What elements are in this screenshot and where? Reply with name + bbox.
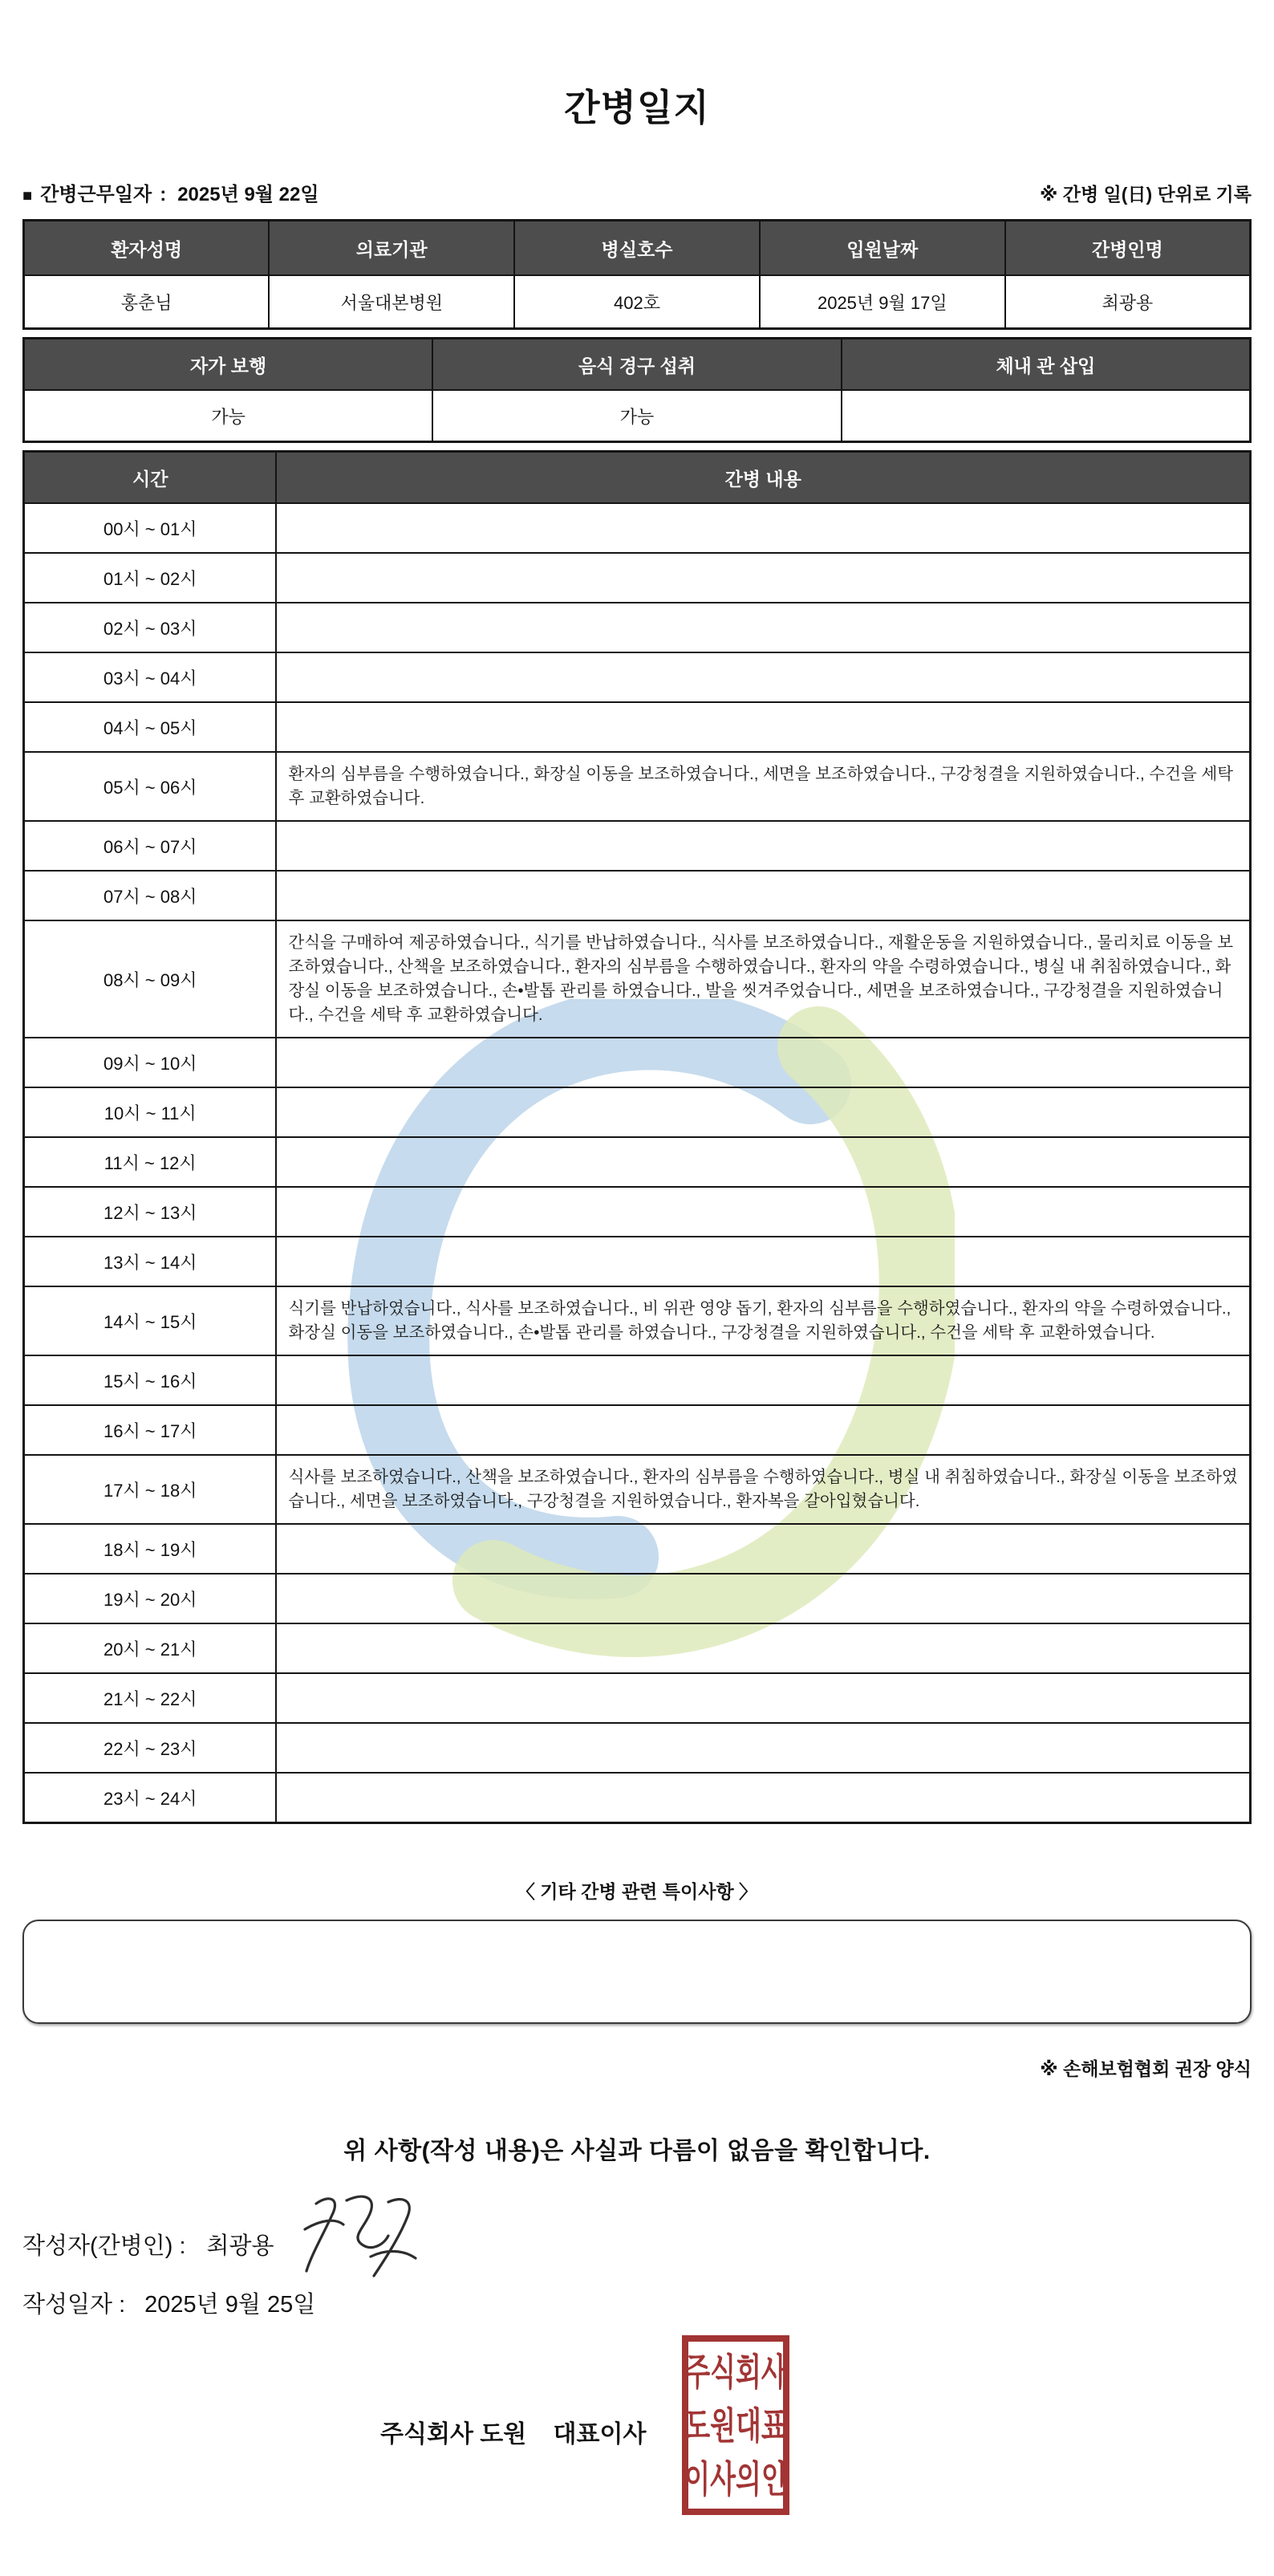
status-header-cell: 자가 보행 [24,339,433,391]
patient-info-value-row [24,275,1251,329]
time-cell: 06시 ~ 07시 [24,821,277,871]
care-content-cell [276,1524,1250,1574]
time-cell: 05시 ~ 06시 [24,752,277,821]
care-log-row [24,1673,1251,1723]
care-log-row [24,652,1251,702]
patient-status-header-row [24,339,1251,391]
care-content-cell: 간식을 구매하여 제공하였습니다., 식기를 반납하였습니다., 식사를 보조하였습니다., 재활운동을 지원하였습니다., 물리치료 이동을 보조하였습니다., 산책을 보조하였습니다., 환자의 심부름을 수행하였습니다., 환자의 약을 수령하였습니다., 병실 내 취침하였습니다., 화장실 이동을 보조하였습니다., 손•발톱 관리를 하였습니다., 발을 씻겨주었습니다., 세면을 보조하였습니다., 구강청결을 지원하였습니다., 수건을 세탁 후 교환하였습니다. [276,920,1250,1038]
square-bullet-icon: ■ [22,187,33,205]
work-date-label: 간병근무일자 [40,184,152,205]
care-content-cell [276,1237,1250,1286]
form-note: ※ 손해보험협회 권장 양식 [1040,2058,1252,2079]
info-value-cell: 402호 [514,275,760,329]
time-cell: 15시 ~ 16시 [24,1355,277,1405]
time-cell: 20시 ~ 21시 [24,1623,277,1673]
care-content-cell [276,1355,1250,1405]
care-log-row [24,1087,1251,1137]
company-line: 주식회사 도원 대표이사 [380,2421,647,2448]
care-content-cell: 환자의 심부름을 수행하였습니다., 화장실 이동을 보조하였습니다., 세면을 보조하였습니다., 구강청결을 지원하였습니다., 수건을 세탁 후 교환하였습니다. [276,752,1250,821]
time-cell: 21시 ~ 22시 [24,1673,277,1723]
info-header-cell: 입원날짜 [760,221,1005,276]
care-log-row [24,1355,1251,1405]
care-content-cell [276,503,1250,553]
time-cell: 00시 ~ 01시 [24,503,277,553]
patient-status-value-row [24,390,1251,442]
care-log-row [24,603,1251,652]
time-cell: 23시 ~ 24시 [24,1773,277,1823]
care-log-row [24,752,1251,821]
written-date-value: 2025년 9월 25일 [144,2292,316,2318]
care-content-cell [276,1773,1250,1823]
company-block [22,2324,1252,2565]
time-cell: 10시 ~ 11시 [24,1087,277,1137]
time-cell: 17시 ~ 18시 [24,1455,277,1524]
time-cell: 07시 ~ 08시 [24,871,277,920]
info-header-cell: 환자성명 [24,221,270,276]
care-content-cell [276,1574,1250,1623]
care-content-cell [276,652,1250,702]
care-log-row [24,1623,1251,1673]
care-content-cell: 식기를 반납하였습니다., 식사를 보조하였습니다., 비 위관 영양 돕기, 환자의 심부름을 수행하였습니다., 환자의 약을 수령하였습니다., 화장실 이동을 보조하였습니다., 손•발톱 관리를 하였습니다., 구강청결을 지원하였습니다., 수건을 세탁 후 교환하였습니다. [276,1286,1250,1355]
stamp-line: 주식회사 [684,2350,787,2393]
care-content-cell [276,1038,1250,1087]
care-log-row [24,1524,1251,1574]
content-column-header: 간병 내용 [276,452,1250,504]
status-value-cell [842,390,1251,442]
care-log-row [24,871,1251,920]
patient-status-table [22,337,1252,443]
care-content-cell [276,603,1250,652]
status-value-cell: 가능 [432,390,842,442]
work-date-separator: : [160,184,167,205]
care-content-cell [276,1187,1250,1237]
patient-info-table [22,219,1252,330]
info-value-cell: 서울대본병원 [269,275,514,329]
care-log-row [24,1405,1251,1455]
info-value-cell: 최광용 [1005,275,1251,329]
status-header-cell: 음식 경구 섭취 [432,339,842,391]
company-seal-stamp [682,2335,789,2515]
care-log-row [24,1286,1251,1355]
written-date-label: 작성일자 : [22,2292,126,2318]
handwritten-signature [294,2188,426,2290]
writer-line [22,2225,1252,2262]
time-cell: 02시 ~ 03시 [24,603,277,652]
info-header-cell: 의료기관 [269,221,514,276]
unit-note: ※ 간병 일(日) 단위로 기록 [1040,184,1252,205]
care-content-cell [276,871,1250,920]
status-value-cell: 가능 [24,390,433,442]
etc-note-title: 〈 기타 간병 관련 특이사항 〉 [516,1881,758,1902]
info-header-cell: 간병인명 [1005,221,1251,276]
care-log-row [24,1455,1251,1524]
writer-label: 작성자(간병인) : [22,2233,186,2259]
care-content-cell [276,1673,1250,1723]
care-log-row [24,1574,1251,1623]
care-log-row [24,503,1251,553]
time-cell: 13시 ~ 14시 [24,1237,277,1286]
time-cell: 08시 ~ 09시 [24,920,277,1038]
time-cell: 11시 ~ 12시 [24,1137,277,1187]
time-cell: 03시 ~ 04시 [24,652,277,702]
care-log-row [24,1187,1251,1237]
care-log-row [24,1773,1251,1823]
time-cell: 16시 ~ 17시 [24,1405,277,1455]
time-column-header: 시간 [24,452,277,504]
writer-name: 최광용 [206,2233,274,2259]
stamp-text [684,2345,787,2505]
info-value-cell: 홍춘님 [24,275,270,329]
patient-info-header-row [24,221,1251,276]
care-log-row [24,821,1251,871]
time-cell: 19시 ~ 20시 [24,1574,277,1623]
care-content-cell [276,1623,1250,1673]
confirmation-text: 위 사항(작성 내용)은 사실과 다름이 없음을 확인합니다. [343,2138,931,2164]
time-cell: 01시 ~ 02시 [24,553,277,603]
stamp-line: 도원대표 [684,2403,787,2447]
time-cell: 14시 ~ 15시 [24,1286,277,1355]
stamp-line: 이사의인 [684,2457,787,2501]
care-content-cell [276,553,1250,603]
info-header-cell: 병실호수 [514,221,760,276]
care-content-cell: 식사를 보조하였습니다., 산책을 보조하였습니다., 환자의 심부름을 수행하였습니다., 병실 내 취침하였습니다., 화장실 이동을 보조하였습니다., 세면을 보조하였습니다., 구강청결을 지원하였습니다., 환자복을 갈아입혔습니다. [276,1455,1250,1524]
care-log-table [22,450,1252,1824]
care-log-row [24,553,1251,603]
etc-note-box [22,1920,1252,2024]
care-log-row [24,920,1251,1038]
time-cell: 12시 ~ 13시 [24,1187,277,1237]
care-log-header-row [24,452,1251,504]
care-content-cell [276,1723,1250,1773]
status-header-cell: 체내 관 삽입 [842,339,1251,391]
time-cell: 04시 ~ 05시 [24,702,277,752]
work-date [22,178,319,206]
written-date-line [22,2286,1252,2319]
info-value-cell: 2025년 9월 17일 [760,275,1005,329]
care-content-cell [276,821,1250,871]
work-date-value: 2025년 9월 22일 [177,184,319,205]
care-log-row [24,1723,1251,1773]
care-content-cell [276,1405,1250,1455]
page-title: 간병일지 [564,87,710,128]
care-log-row [24,1137,1251,1187]
care-content-cell [276,1087,1250,1137]
time-cell: 09시 ~ 10시 [24,1038,277,1087]
work-date-line [22,178,1252,206]
time-cell: 22시 ~ 23시 [24,1723,277,1773]
care-log-row [24,1237,1251,1286]
care-content-cell [276,1137,1250,1187]
care-log-row [24,702,1251,752]
care-log-row [24,1038,1251,1087]
time-cell: 18시 ~ 19시 [24,1524,277,1574]
care-content-cell [276,702,1250,752]
